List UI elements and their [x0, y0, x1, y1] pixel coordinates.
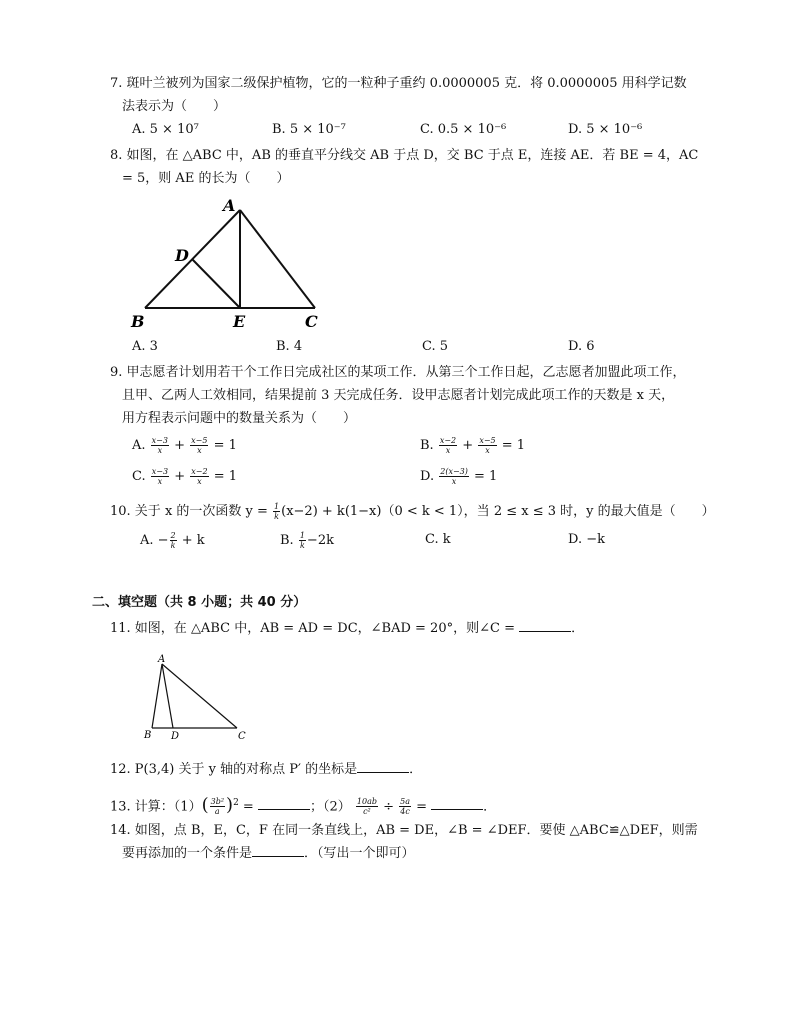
- q14-answer-blank[interactable]: [252, 856, 304, 857]
- q8-label-e: E: [233, 312, 246, 331]
- q7-option-c: C. 0.5 × 10⁻⁶: [420, 122, 507, 137]
- q8-side-ac: [240, 210, 315, 308]
- q14-line1: 14. 如图，点 B，E，C，F 在同一条直线上，AB = DE，∠B = ∠DEF．要使 △ABC≌△DEF，则需: [110, 823, 698, 838]
- q11-stem: 11. 如图，在 △ABC 中，AB = AD = DC，∠BAD = 20°，则∠C = ．: [110, 621, 585, 636]
- q9-line2: 且甲、乙两人工效相同，结果提前 3 天完成任务．设甲志愿者计划完成此项工作的天数是 x 天，: [122, 388, 675, 403]
- q7-option-a: A. 5 × 10⁷: [132, 122, 199, 137]
- q9-line3: 用方程表示问题中的数量关系为（ ）: [122, 411, 357, 426]
- q9-option-a: A. $\frac{x-3}{x}$ + $\frac{x-5}{x}$ = 1: [132, 436, 237, 455]
- q11-label-b: B: [144, 730, 152, 741]
- q11-side-ac: [162, 664, 237, 728]
- q14-line2: 要再添加的一个条件是 ．（写出一个即可）: [122, 846, 415, 861]
- q7-line2: 法表示为（ ）: [122, 99, 227, 114]
- q8-option-b: B. 4: [276, 339, 303, 354]
- q7-option-d: D. 5 × 10⁻⁶: [568, 122, 643, 137]
- q8-option-d: D. 6: [568, 339, 595, 354]
- q11-label-a: A: [158, 654, 166, 665]
- q11-answer-blank[interactable]: [519, 631, 571, 632]
- q13-answer-blank-1[interactable]: [258, 809, 310, 810]
- q8-label-b: B: [131, 312, 145, 331]
- q11-label-c: C: [238, 731, 246, 742]
- q8-option-a: A. 3: [132, 339, 158, 354]
- q8-line2: = 5，则 AE 的长为（ ）: [122, 171, 290, 186]
- q10-option-c: C. k: [425, 532, 451, 547]
- q12-stem: 12. P(3,4) 关于 y 轴的对称点 P′ 的坐标是 ．: [110, 762, 423, 777]
- q12-answer-blank[interactable]: [357, 772, 409, 773]
- q13-answer-blank-2[interactable]: [431, 809, 483, 810]
- section-2-heading: 二、填空题（共 8 小题；共 40 分）: [92, 595, 307, 610]
- q9-line1: 9. 甲志愿者计划用若干个工作日完成社区的某项工作．从第三个工作日起，乙志愿者加盟此项工作，: [110, 365, 686, 380]
- q9-option-c: C. $\frac{x-3}{x}$ + $\frac{x-2}{x}$ = 1: [132, 467, 238, 486]
- q10-option-d: D. −k: [568, 532, 605, 547]
- q11-label-d: D: [171, 731, 180, 742]
- q7-option-b: B. 5 × 10⁻⁷: [272, 122, 346, 137]
- q11-triangle-figure: [140, 650, 260, 745]
- q13-stem: 13. 计算：（1）( $\frac{\text{3b²}}{a}$ )$^2$ = ；（2） $\frac{10ab}{\text{c²}}$ ÷ $\frac{5a}{4c}$ = ．: [110, 794, 497, 817]
- q8-segment-de: [192, 259, 240, 308]
- q11-side-ab: [152, 664, 162, 728]
- q10-stem: 10. 关于 x 的一次函数 y = $\frac{1}{k}$ (x−2) + k(1−x)（0 < k < 1），当 2 ≤ x ≤ 3 时，y 的最大值是（ ）: [110, 502, 715, 521]
- q8-label-a: A: [223, 196, 236, 215]
- q8-option-c: C. 5: [422, 339, 449, 354]
- q8-label-d: D: [175, 246, 189, 265]
- q9-option-d: D. $\frac{2(x-3)}{x}$ = 1: [420, 467, 498, 486]
- q10-option-b: B. $\frac{1}{k}$ −2k: [280, 531, 334, 550]
- q8-label-c: C: [305, 312, 318, 331]
- q8-triangle-figure: [125, 193, 325, 333]
- q11-segment-ad: [162, 664, 173, 728]
- q7-line1: 7. 斑叶兰被列为国家二级保护植物，它的一粒种子重约 0.0000005 克．将 0.0000005 用科学记数: [110, 76, 687, 91]
- q10-option-a: A. − $\frac{2}{k}$ + k: [140, 531, 205, 550]
- q8-line1: 8. 如图，在 △ABC 中，AB 的垂直平分线交 AB 于点 D，交 BC 于点 E，连接 AE．若 BE = 4，AC: [110, 148, 699, 163]
- q9-option-b: B. $\frac{x-2}{x}$ + $\frac{x-5}{x}$ = 1: [420, 436, 526, 455]
